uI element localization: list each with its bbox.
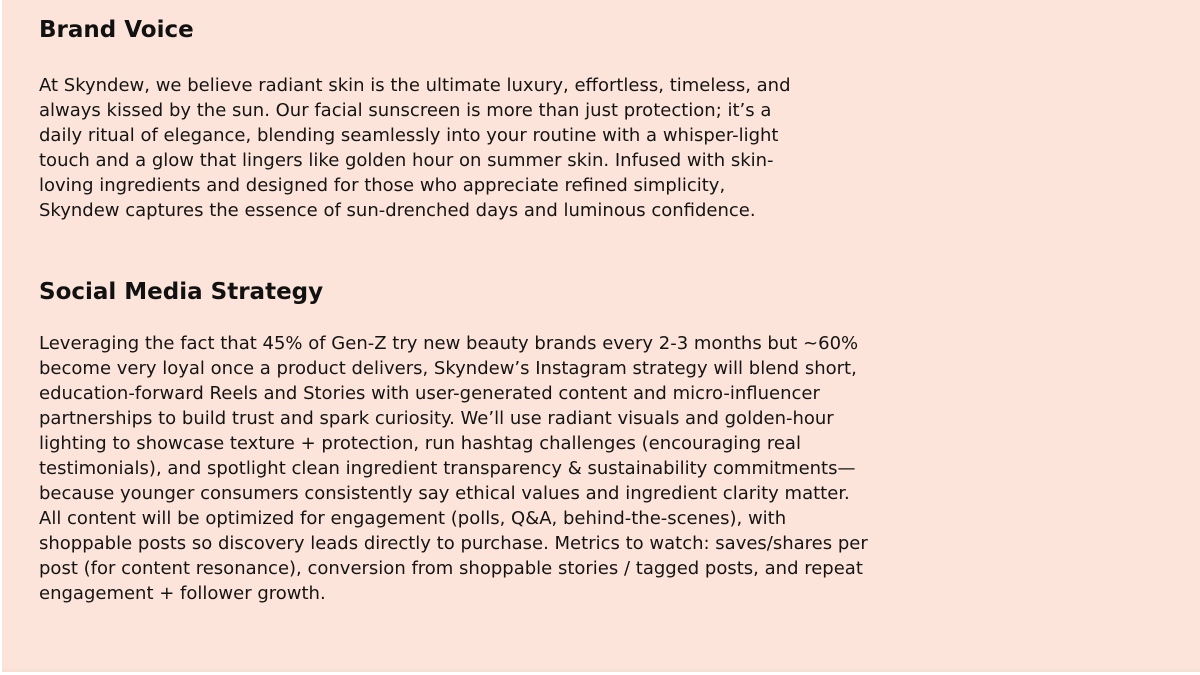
paragraph-line: engagement + follower growth. — [39, 583, 326, 604]
paragraph-line: loving ingredients and designed for those who appreciate refined simplicity, — [39, 175, 726, 196]
paragraph-line: Skyndew captures the essence of sun-drenched days and luminous confidence. — [39, 200, 756, 221]
social-media-strategy-paragraph — [39, 331, 868, 606]
paragraph-line: partnerships to build trust and spark curiosity. We’ll use radiant visuals and golden-hour — [39, 408, 834, 429]
paragraph-line: daily ritual of elegance, blending seamlessly into your routine with a whisper-light — [39, 125, 779, 146]
paragraph-line: shoppable posts so discovery leads directly to purchase. Metrics to watch: saves/shares per — [39, 533, 868, 554]
paragraph-line: always kissed by the sun. Our facial sunscreen is more than just protection; it’s a — [39, 100, 772, 121]
paragraph-line: become very loyal once a product delivers, Skyndew’s Instagram strategy will blend short, — [39, 358, 857, 379]
brand-voice-heading: Brand Voice — [39, 17, 194, 43]
paragraph-line: All content will be optimized for engagement (polls, Q&A, behind-the-scenes), with — [39, 508, 787, 529]
brand-voice-paragraph — [39, 73, 791, 223]
paragraph-line: testimonials), and spotlight clean ingredient transparency & sustainability commitments— — [39, 458, 856, 479]
paragraph-line: Leveraging the fact that 45% of Gen-Z try new beauty brands every 2-3 months but ~60% — [39, 333, 859, 354]
paragraph-line: touch and a glow that lingers like golden hour on summer skin. Infused with skin- — [39, 150, 774, 171]
paragraph-line: post (for content resonance), conversion from shoppable stories / tagged posts, and repeat — [39, 558, 863, 579]
social-media-strategy-heading: Social Media Strategy — [39, 279, 324, 305]
paragraph-line: At Skyndew, we believe radiant skin is the ultimate luxury, effortless, timeless, and — [39, 75, 791, 96]
paragraph-line: education-forward Reels and Stories with user-generated content and micro-influencer — [39, 383, 820, 404]
document-slide — [2, 0, 1200, 672]
paragraph-line: because younger consumers consistently say ethical values and ingredient clarity matter. — [39, 483, 850, 504]
paragraph-line: lighting to showcase texture + protection, run hashtag challenges (encouraging real — [39, 433, 801, 454]
